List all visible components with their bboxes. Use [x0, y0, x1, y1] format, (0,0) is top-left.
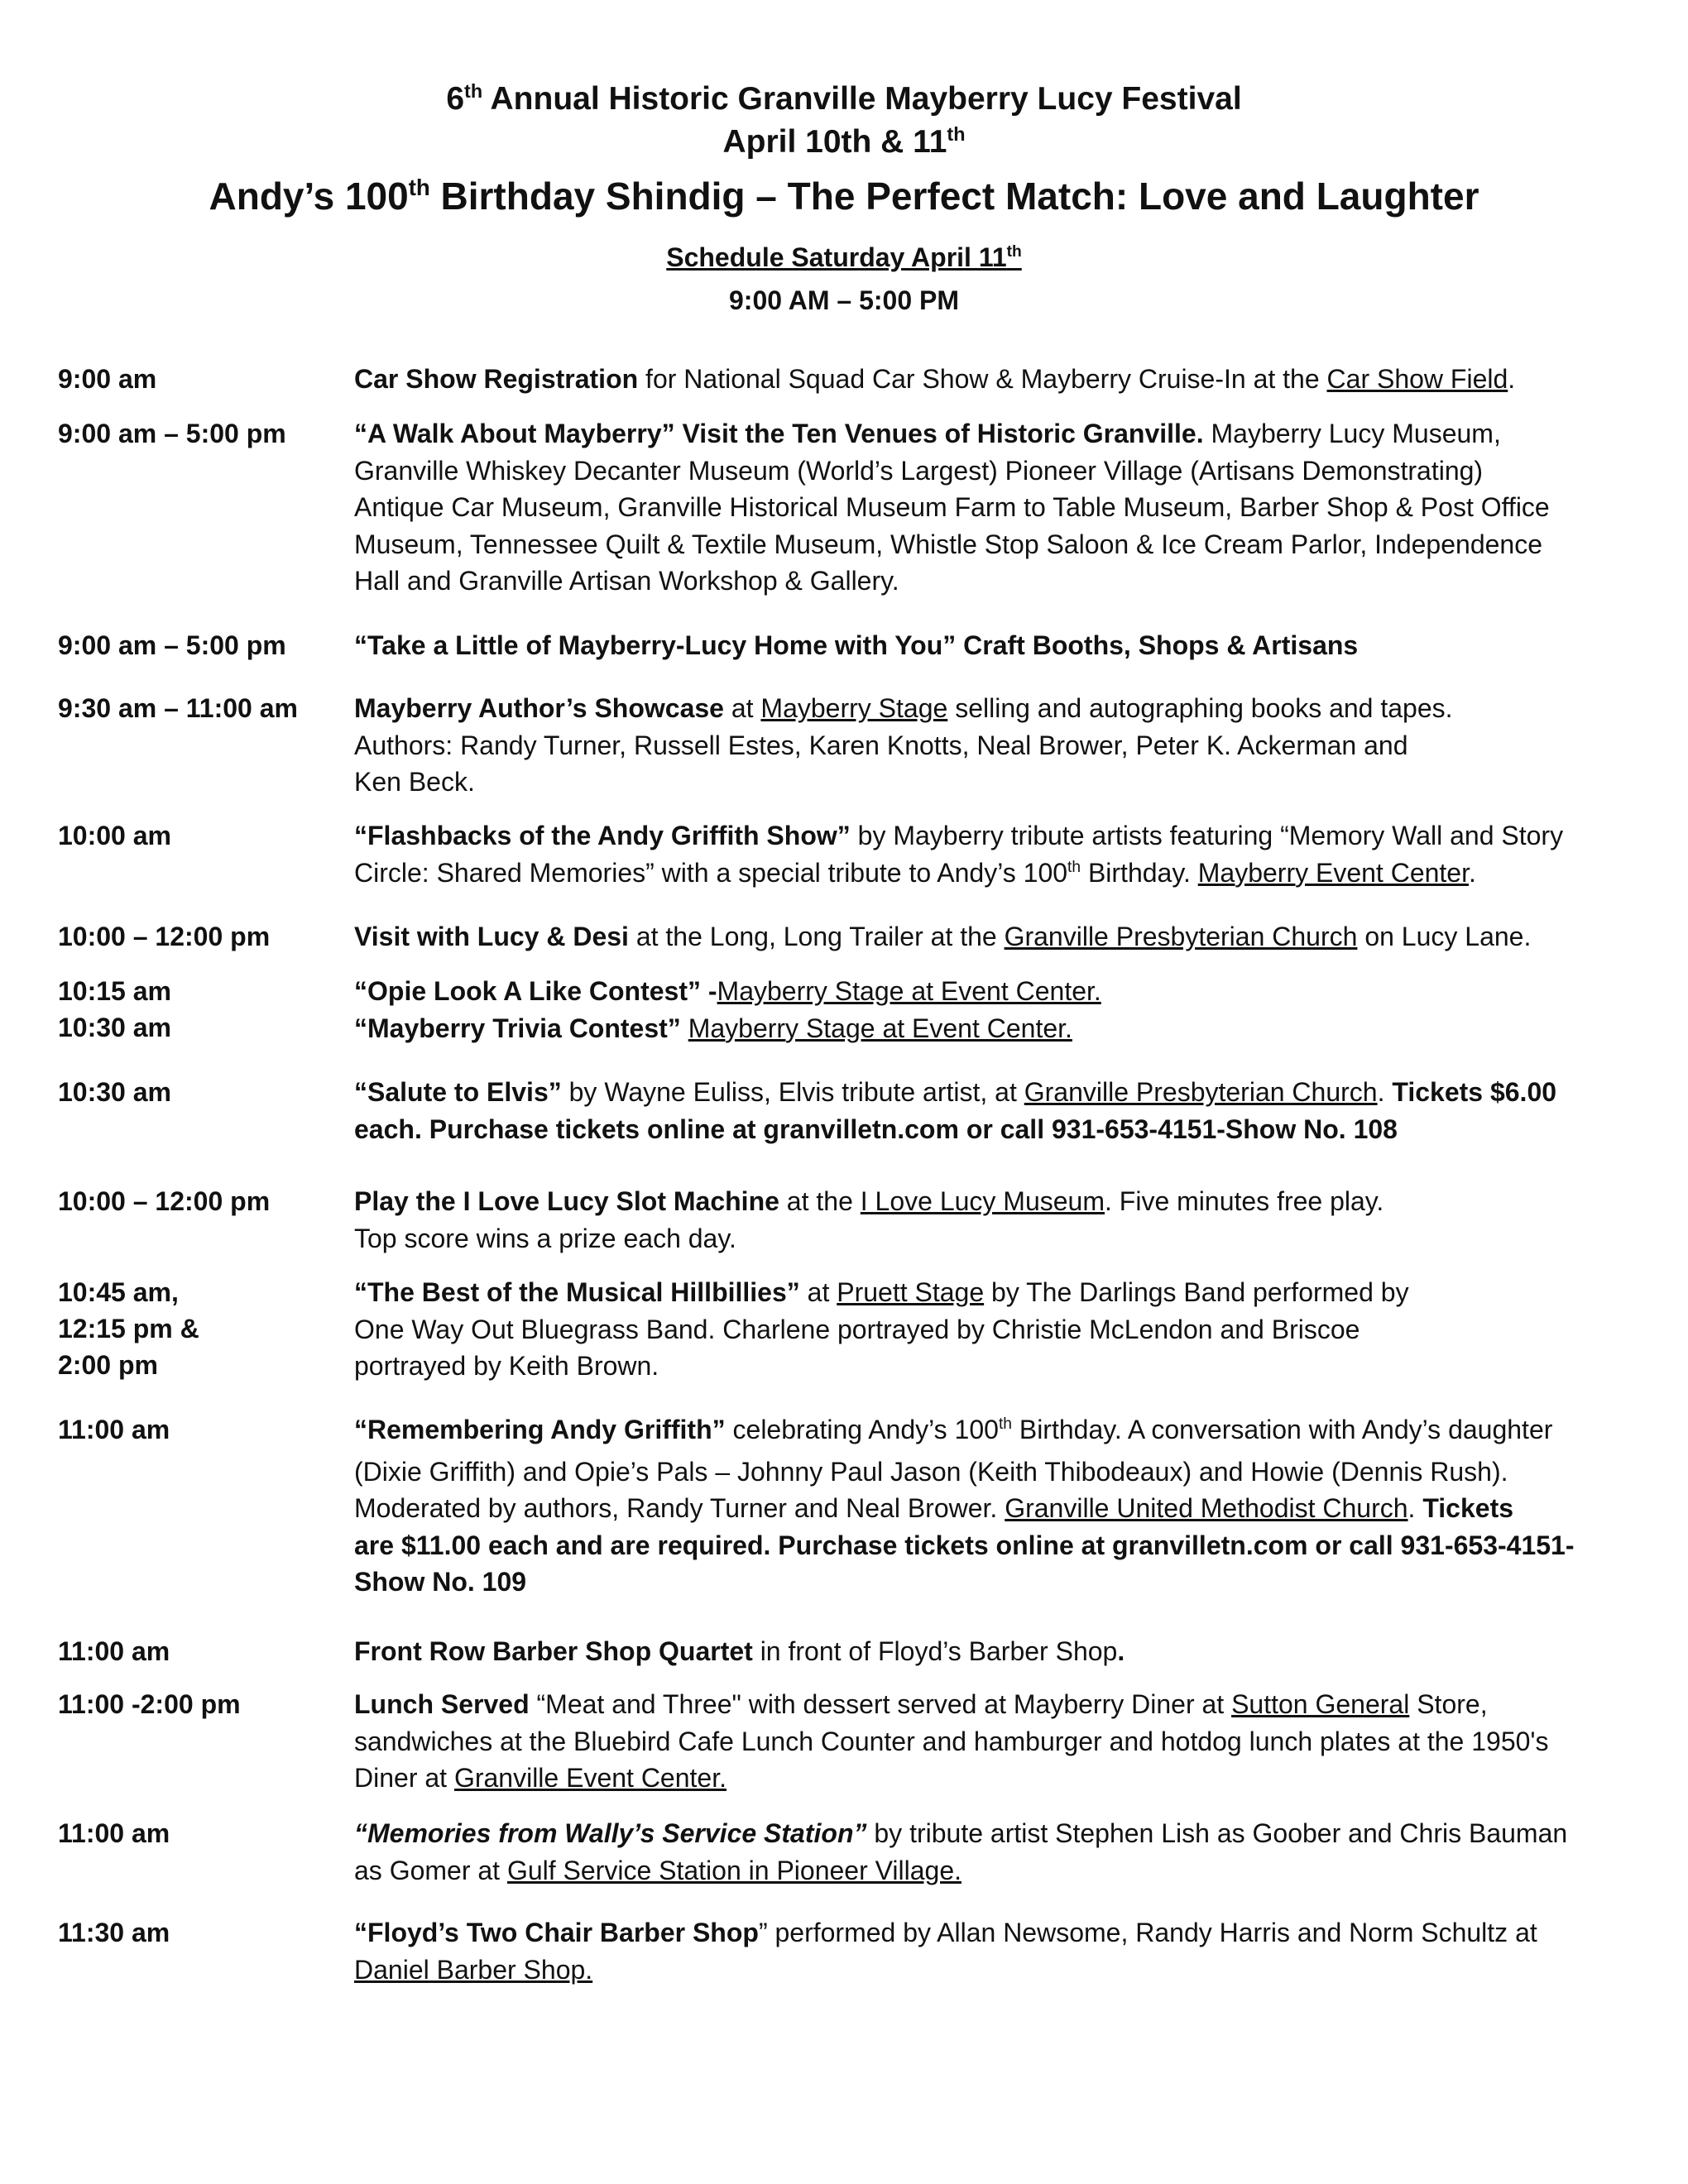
- venue-link[interactable]: Granville Event Center.: [453, 1763, 727, 1793]
- event-description: “A Walk About Mayberry” Visit the Ten Venues of Historic Granville. Mayberry Lucy Museum, Granville Whiskey Decanter Museum (World’s Largest) Pioneer Village (Artisans Demonstrating) Antique Car Museum, Granville Historical Museum Farm to Table Museum, Barber Shop & Post Office Museum, Tennessee Quilt & Textile Museum, Whistle Stop Saloon & Ice Cream Parlor, Independence Hall and Granville Artisan Workshop & Gallery.: [354, 419, 1550, 596]
- event-time: 9:00 am: [58, 364, 157, 394]
- event-description: “Opie Look A Like Contest” -Mayberry Stage at Event Center. “Mayberry Trivia Contest” Mayberry Stage at Event Center.: [354, 976, 1101, 1043]
- schedule-heading: Schedule Saturday April 11th: [666, 242, 1022, 272]
- festival-title: 6th Annual Historic Granville Mayberry Lucy Festival: [446, 79, 1242, 117]
- venue-link[interactable]: Gulf Service Station in Pioneer Village.: [506, 1855, 961, 1885]
- event-description: “Flashbacks of the Andy Griffith Show” by Mayberry tribute artists featuring “Memory Wall and Story Circle: Shared Memories” with a special tribute to Andy’s 100th Birthday. Mayberry Event Center.: [354, 821, 1564, 888]
- event-description: “Memories from Wally’s Service Station” by tribute artist Stephen Lish as Goober and Chris Bauman as Gomer at Gulf Service Station in Pioneer Village.: [354, 1818, 1568, 1885]
- event-time: 10:00 – 12:00 pm: [58, 922, 271, 951]
- event-time: 10:45 am, 12:15 pm & 2:00 pm: [58, 1277, 199, 1380]
- event-description: Front Row Barber Shop Quartet in front of Floyd’s Barber Shop.: [354, 1636, 1125, 1666]
- event-description: “Take a Little of Mayberry-Lucy Home with You” Craft Booths, Shops & Artisans: [354, 630, 1359, 660]
- venue-link[interactable]: I Love Lucy Museum: [860, 1186, 1105, 1216]
- event-description: Visit with Lucy & Desi at the Long, Long Trailer at the Granville Presbyterian Church on Lucy Lane.: [354, 922, 1532, 951]
- event-time: 11:00 am: [58, 1818, 170, 1848]
- event-description: “Remembering Andy Griffith” celebrating Andy’s 100th Birthday. A conversation with Andy’s daughter (Dixie Griffith) and Opie’s Pals – Johnny Paul Jason (Keith Thibodeaux) and Howie (Dennis Rush). Moderated by authors, Randy Turner and Neal Brower. Granville United Methodist Church. Tickets are $11.00 each and are required. Purchase tickets online at granvilletn.com or call 931-653-4151- Show No. 109: [354, 1415, 1575, 1597]
- venue-link[interactable]: Sutton General: [1231, 1689, 1410, 1719]
- event-time: 11:30 am: [58, 1918, 170, 1947]
- event-description: Lunch Served “Meat and Three" with dessert served at Mayberry Diner at Sutton General Store, sandwiches at the Bluebird Cafe Lunch Counter and hamburger and hotdog lunch plates at the 1950's Diner at Granville Event Center.: [354, 1689, 1549, 1793]
- event-time: 11:00 am: [58, 1636, 170, 1666]
- venue-link[interactable]: Car Show Field: [1326, 364, 1508, 394]
- venue-link[interactable]: Granville United Methodist Church: [1005, 1493, 1408, 1523]
- event-description: Play the I Love Lucy Slot Machine at the I Love Lucy Museum. Five minutes free play. Top score wins a prize each day.: [354, 1186, 1384, 1253]
- event-time: 9:00 am – 5:00 pm: [58, 630, 286, 660]
- venue-link[interactable]: Pruett Stage: [837, 1277, 985, 1307]
- event-description: “The Best of the Musical Hillbillies” at Pruett Stage by The Darlings Band performed by One Way Out Bluegrass Band. Charlene portrayed by Christie McLendon and Briscoe portrayed by Keith Brown.: [354, 1277, 1409, 1381]
- event-time: 9:00 am – 5:00 pm: [58, 419, 286, 448]
- venue-link[interactable]: Mayberry Stage: [760, 693, 948, 723]
- event-time: 10:15 am 10:30 am: [58, 976, 171, 1042]
- event-time: 11:00 -2:00 pm: [58, 1689, 241, 1719]
- festival-theme: Andy’s 100th Birthday Shindig – The Perfect Match: Love and Laughter: [209, 174, 1479, 218]
- event-description: Mayberry Author’s Showcase at Mayberry Stage selling and autographing books and tapes. Authors: Randy Turner, Russell Estes, Karen Knotts, Neal Brower, Peter K. Ackerman and Ken Beck.: [354, 693, 1453, 797]
- schedule-hours: 9:00 AM – 5:00 PM: [728, 285, 960, 315]
- event-time: 10:30 am: [58, 1077, 171, 1107]
- event-description: Car Show Registration for National Squad Car Show & Mayberry Cruise-In at the Car Show Field.: [354, 364, 1516, 394]
- venue-link[interactable]: Granville Presbyterian Church: [1024, 1077, 1378, 1107]
- venue-link[interactable]: Mayberry Event Center: [1197, 857, 1469, 888]
- festival-dates: April 10th & 11th: [722, 122, 966, 160]
- venue-link[interactable]: Mayberry Stage at Event Center.: [688, 1013, 1072, 1043]
- event-time: 10:00 am: [58, 821, 171, 850]
- event-description: “Floyd’s Two Chair Barber Shop” performed by Allan Newsome, Randy Harris and Norm Schultz at Daniel Barber Shop.: [354, 1918, 1537, 1985]
- venue-link[interactable]: Granville Presbyterian Church: [1004, 922, 1358, 951]
- venue-link[interactable]: Daniel Barber Shop.: [354, 1954, 593, 1985]
- event-time: 10:00 – 12:00 pm: [58, 1186, 271, 1216]
- venue-link[interactable]: Mayberry Stage at Event Center.: [717, 976, 1101, 1006]
- event-time: 9:30 am – 11:00 am: [58, 693, 298, 723]
- event-description: “Salute to Elvis” by Wayne Euliss, Elvis tribute artist, at Granville Presbyterian Church. Tickets $6.00 each. Purchase tickets online at granvilletn.com or call 931-653-4151-Show No. 108: [354, 1077, 1557, 1144]
- event-time: 11:00 am: [58, 1415, 170, 1444]
